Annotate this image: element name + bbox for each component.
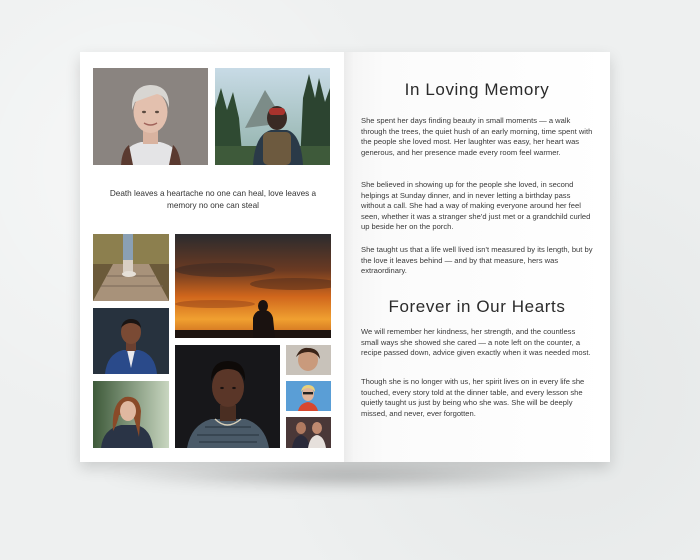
page-shadow <box>96 462 596 490</box>
left-page <box>80 52 344 462</box>
two-people-photo <box>286 417 331 448</box>
sunset-silhouette-photo <box>175 234 331 338</box>
feet-on-path-photo <box>93 234 169 301</box>
woman-outdoors-photo <box>93 381 169 448</box>
portrait-older-woman-photo <box>93 68 208 165</box>
small-face-photo <box>286 345 331 375</box>
memorial-booklet-spread <box>80 52 610 462</box>
memory-paragraph-1: She spent her days finding beauty in small moments — a walk through the trees, the quiet hush of an early morning, time spent with the people she loved most. Her laughter was easy, her heart was generous, and her presence made every room feel warmer. <box>361 116 593 157</box>
woman-sunglasses-photo <box>286 381 331 411</box>
right-page <box>344 52 610 462</box>
hiker-forest-photo <box>215 68 330 165</box>
hearts-paragraph-2: Though she is no longer with us, her spirit lives on in every life she touched, every story told at the dinner table, and every lesson she quietly taught us just by being who she was. She will be deeply missed, and never, ever forgotten. <box>361 377 585 418</box>
young-man-portrait-photo <box>175 345 280 448</box>
memorial-quote: Death leaves a heartache no one can heal, love leaves a memory no one can steal <box>109 189 317 210</box>
forever-in-our-hearts-heading: Forever in Our Hearts <box>388 297 566 316</box>
in-loving-memory-heading: In Loving Memory <box>404 80 550 99</box>
hearts-paragraph-1: We will remember her kindness, her strength, and the countless small ways she showed she cared — a note left on the counter, a recipe passed down, advice given exactly when it was needed most. <box>361 327 591 358</box>
memory-paragraph-2: She believed in showing up for the people she loved, in second helpings at Sunday dinner, and in never letting a birthday pass without a call. She had a way of making everyone around her feel seen, whether it was a stranger she'd just met or a grandchild curled up beside her on the porch. <box>361 180 591 232</box>
memory-paragraph-3: She taught us that a life well lived isn't measured by its length, but by the love it leaves behind — and by that measure, hers was extraordinary. <box>361 245 593 276</box>
man-in-suit-photo <box>93 308 169 374</box>
